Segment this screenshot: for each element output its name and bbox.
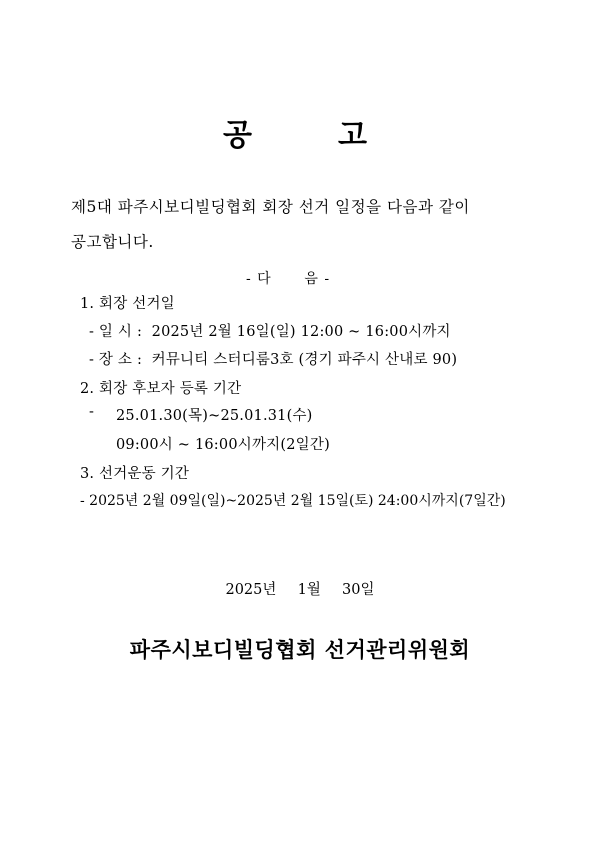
section-2-heading: 2. 회장 후보자 등록 기간: [80, 381, 242, 397]
intro-line-1: 제5대 파주시보디빌딩협회 회장 선거 일정을 다음과 같이: [71, 198, 470, 216]
election-date-line: - 일 시 : 2025년 2월 16일(일) 12:00 ~ 16:00시까지: [89, 324, 451, 340]
registration-time-range: 09:00시 ~ 16:00시까지(2일간): [116, 437, 330, 453]
notice-title-char-2: 고: [338, 118, 367, 153]
notice-title-char-1: 공: [223, 118, 252, 153]
section-3-heading: 3. 선거운동 기간: [80, 466, 190, 482]
registration-date-range: 25.01.30(목)~25.01.31(수): [116, 408, 313, 424]
intro-line-2: 공고합니다.: [71, 233, 154, 251]
section-1-heading: 1. 회장 선거일: [80, 296, 175, 312]
issue-date: 2025년 1월 30일: [225, 582, 375, 598]
election-place-line: - 장 소 : 커뮤니티 스터디룸3호 (경기 파주시 산내로 90): [89, 352, 458, 368]
below-mark: - 다 음 -: [246, 271, 331, 287]
campaign-period-line: - 2025년 2월 09일(일)~2025년 2월 15일(토) 24:00시까지(7일간): [80, 493, 506, 509]
issuing-organization: 파주시보디빌딩협회 선거관리위원회: [129, 637, 471, 662]
registration-dash: -: [89, 404, 95, 420]
